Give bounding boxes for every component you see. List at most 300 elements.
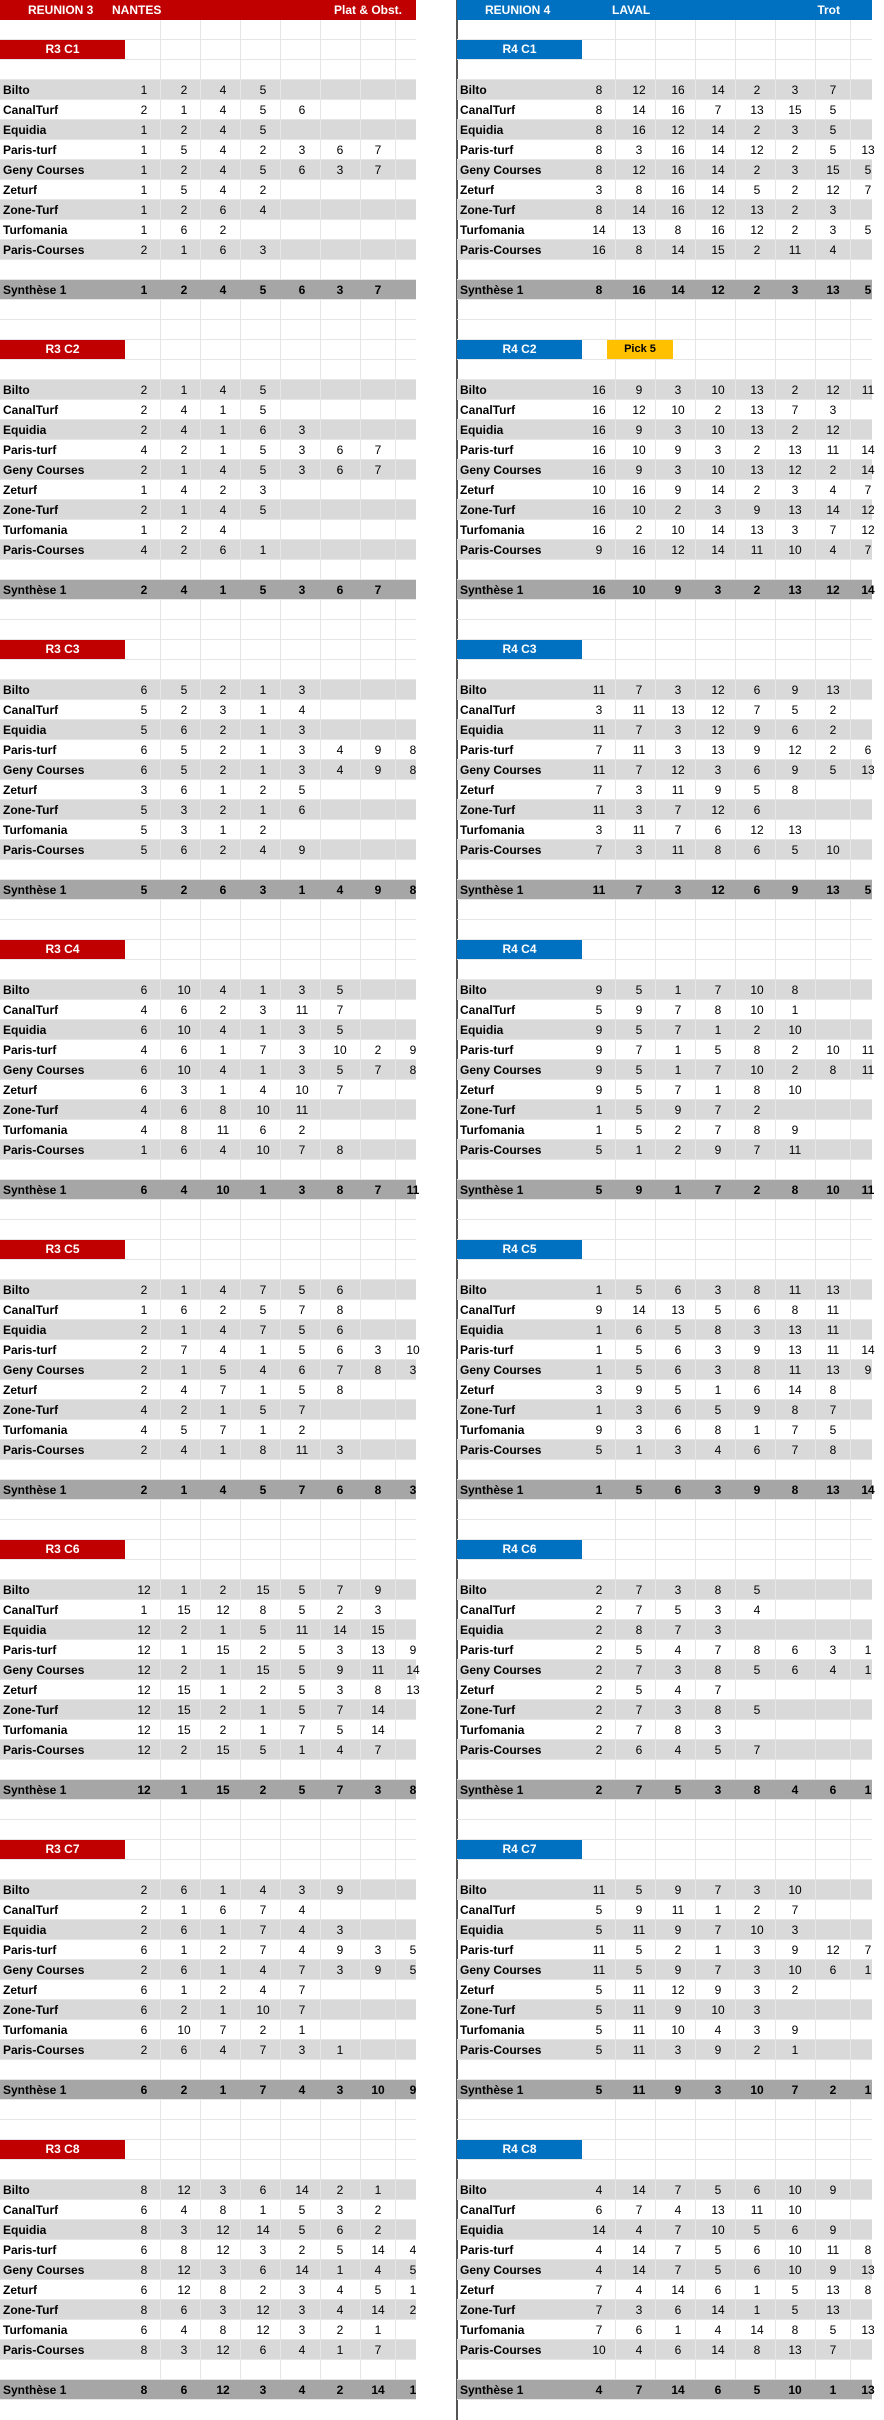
horse-number: 1 [219, 1443, 227, 1457]
grid-line [775, 1960, 776, 1979]
grid-line [815, 1600, 816, 1619]
table-row [457, 1400, 872, 1420]
grid-line [280, 220, 281, 239]
horse-number: 2 [298, 1123, 306, 1137]
grid-line [200, 2240, 201, 2259]
grid-line [815, 1500, 816, 1519]
grid-line [695, 1540, 696, 1559]
grid-line [695, 480, 696, 499]
grid-line [815, 40, 816, 59]
grid-line [735, 500, 736, 519]
grid-line [280, 1320, 281, 1339]
race-label[interactable]: R4 C2 [457, 340, 582, 359]
horse-number: 5 [259, 1743, 267, 1757]
blank-row [0, 60, 416, 80]
horse-number: 7 [259, 1923, 267, 1937]
grid-line [240, 1460, 241, 1479]
source-label: Turfomania [460, 523, 525, 537]
horse-number: 14 [711, 83, 725, 97]
grid-line [280, 120, 281, 139]
grid-line [360, 1920, 361, 1939]
grid-line [695, 940, 696, 959]
grid-line [735, 60, 736, 79]
grid-line [395, 720, 396, 739]
grid-line [360, 100, 361, 119]
synthesis-number: 4 [180, 583, 188, 597]
horse-number: 11 [216, 1123, 230, 1137]
horse-number: 9 [791, 1943, 799, 1957]
table-row [0, 1360, 416, 1380]
horse-number: 3 [409, 1363, 417, 1377]
grid-line [240, 2220, 241, 2239]
grid-line [695, 820, 696, 839]
horse-number: 1 [753, 2303, 761, 2317]
race-label[interactable]: R4 C5 [457, 1240, 582, 1259]
grid-line [775, 1120, 776, 1139]
horse-number: 5 [259, 123, 267, 137]
blank-row [0, 360, 416, 380]
race-label[interactable]: R3 C7 [0, 1840, 125, 1859]
grid-line [240, 300, 241, 319]
source-label: Paris-Courses [3, 1743, 85, 1757]
grid-line [160, 1980, 161, 1999]
horse-number: 13 [826, 2303, 840, 2317]
grid-line [695, 2300, 696, 2319]
grid-line [360, 1760, 361, 1779]
grid-line [160, 1020, 161, 1039]
table-row [457, 540, 872, 560]
horse-number: 6 [140, 1983, 148, 1997]
synthesis-number: 12 [711, 883, 725, 897]
grid-line [200, 1000, 201, 1019]
grid-line [815, 200, 816, 219]
grid-line [655, 1520, 656, 1539]
grid-line [240, 600, 241, 619]
grid-line [320, 1720, 321, 1739]
horse-number: 9 [374, 743, 382, 757]
horse-number: 6 [259, 2263, 267, 2277]
grid-line [815, 2060, 816, 2079]
race-label[interactable]: R3 C2 [0, 340, 125, 359]
blank-row [0, 1760, 416, 1780]
grid-line [280, 1140, 281, 1159]
grid-line [360, 1660, 361, 1679]
grid-line [240, 1220, 241, 1239]
grid-line [200, 760, 201, 779]
grid-line [360, 940, 361, 959]
grid-line [280, 1900, 281, 1919]
synthesis-number: 7 [374, 283, 382, 297]
synthesis-number: 4 [595, 2383, 603, 2397]
grid-line [850, 2060, 851, 2079]
horse-number: 1 [791, 1003, 799, 1017]
grid-line [850, 1700, 851, 1719]
grid-line [850, 860, 851, 879]
grid-line [395, 660, 396, 679]
grid-line [815, 1840, 816, 1859]
synthesis-number: 3 [298, 1183, 306, 1197]
horse-number: 12 [826, 423, 840, 437]
grid-line [655, 1240, 656, 1259]
grid-line [655, 640, 656, 659]
race-label[interactable]: R4 C1 [457, 40, 582, 59]
horse-number: 6 [336, 143, 344, 157]
grid-line [360, 660, 361, 679]
grid-line [735, 1800, 736, 1819]
grid-line [395, 1160, 396, 1179]
grid-line [775, 2100, 776, 2119]
grid-line [815, 560, 816, 579]
grid-line [695, 1460, 696, 1479]
grid-line [615, 1680, 616, 1699]
race-label[interactable]: R3 C5 [0, 1240, 125, 1259]
horse-number: 1 [259, 1063, 267, 1077]
grid-line [655, 1500, 656, 1519]
horse-number: 6 [298, 803, 306, 817]
grid-line [160, 700, 161, 719]
source-label: Turfomania [3, 2023, 68, 2037]
grid-line [360, 400, 361, 419]
grid-line [160, 180, 161, 199]
grid-line [240, 1300, 241, 1319]
grid-line [160, 400, 161, 419]
horse-number: 2 [595, 1643, 603, 1657]
synthesis-label: Synthèse 1 [3, 583, 67, 597]
horse-number: 3 [259, 243, 267, 257]
horse-number: 3 [635, 2303, 643, 2317]
source-label: CanalTurf [460, 103, 516, 117]
horse-number: 1 [595, 1403, 603, 1417]
horse-number: 11 [861, 383, 875, 397]
grid-line [200, 180, 201, 199]
grid-line [240, 440, 241, 459]
horse-number: 1 [219, 1043, 227, 1057]
blank-row [457, 620, 872, 640]
grid-line [395, 220, 396, 239]
horse-number: 11 [826, 443, 840, 457]
grid-line [615, 820, 616, 839]
horse-number: 6 [140, 1023, 148, 1037]
grid-line [695, 1900, 696, 1919]
race-label[interactable]: R3 C4 [0, 940, 125, 959]
grid-line [615, 560, 616, 579]
grid-line [320, 760, 321, 779]
table-row [0, 840, 416, 860]
grid-line [320, 1540, 321, 1559]
grid-line [395, 1980, 396, 1999]
grid-line [735, 2060, 736, 2079]
horse-number: 4 [219, 1143, 227, 1157]
grid-line [815, 540, 816, 559]
race-label[interactable]: R4 C7 [457, 1840, 582, 1859]
horse-number: 5 [714, 2183, 722, 2197]
horse-number: 1 [180, 1323, 188, 1337]
table-row [0, 1600, 416, 1620]
horse-number: 2 [140, 403, 148, 417]
grid-line [615, 420, 616, 439]
race-label[interactable]: R4 C8 [457, 2140, 582, 2159]
horse-number: 5 [791, 843, 799, 857]
grid-line [200, 900, 201, 919]
grid-line [850, 1720, 851, 1739]
grid-line [775, 20, 776, 39]
grid-line [280, 1660, 281, 1679]
grid-line [850, 1940, 851, 1959]
horse-number: 5 [298, 1663, 306, 1677]
blank-row [0, 20, 416, 40]
grid-line [160, 1860, 161, 1879]
horse-number: 6 [140, 763, 148, 777]
grid-line [735, 1460, 736, 1479]
synthesis-number: 8 [595, 283, 603, 297]
horse-number: 5 [635, 1343, 643, 1357]
source-label: Paris-Courses [3, 1443, 85, 1457]
grid-line [735, 1160, 736, 1179]
source-label: Geny Courses [3, 2263, 85, 2277]
grid-line [615, 360, 616, 379]
synthesis-label: Synthèse 1 [460, 1183, 524, 1197]
horse-number: 6 [180, 1923, 188, 1937]
grid-line [200, 200, 201, 219]
horse-number: 10 [256, 1143, 270, 1157]
grid-line [735, 960, 736, 979]
grid-line [655, 80, 656, 99]
horse-number: 5 [336, 983, 344, 997]
horse-number: 5 [753, 183, 761, 197]
grid-line [395, 1240, 396, 1259]
grid-line [775, 1460, 776, 1479]
horse-number: 6 [298, 163, 306, 177]
blank-row [0, 260, 416, 280]
grid-line [320, 980, 321, 999]
horse-number: 6 [180, 1103, 188, 1117]
grid-line [775, 1660, 776, 1679]
grid-line [615, 720, 616, 739]
grid-line [200, 860, 201, 879]
grid-line [850, 440, 851, 459]
grid-line [735, 1740, 736, 1759]
grid-line [320, 400, 321, 419]
race-label[interactable]: R3 C3 [0, 640, 125, 659]
horse-number: 14 [826, 503, 840, 517]
grid-line [735, 1580, 736, 1599]
horse-number: 2 [829, 463, 837, 477]
synthesis-number: 2 [259, 1783, 267, 1797]
horse-number: 1 [595, 1363, 603, 1377]
grid-line [240, 1040, 241, 1059]
grid-line [395, 740, 396, 759]
horse-number: 1 [259, 2203, 267, 2217]
grid-line [240, 1800, 241, 1819]
grid-line [360, 2140, 361, 2159]
horse-number: 7 [674, 803, 682, 817]
horse-number: 3 [595, 1383, 603, 1397]
source-label: Paris-turf [3, 1643, 57, 1657]
horse-number: 5 [180, 1423, 188, 1437]
grid-line [850, 1820, 851, 1839]
grid-line [395, 2280, 396, 2299]
horse-number: 8 [791, 983, 799, 997]
grid-line [320, 1940, 321, 1959]
grid-line [240, 1980, 241, 1999]
horse-number: 14 [592, 2223, 606, 2237]
source-label: CanalTurf [3, 403, 59, 417]
table-row [457, 680, 872, 700]
horse-number: 5 [635, 1963, 643, 1977]
horse-number: 8 [140, 2303, 148, 2317]
grid-line [775, 1900, 776, 1919]
grid-line [815, 1040, 816, 1059]
grid-line [655, 1680, 656, 1699]
grid-line [280, 140, 281, 159]
horse-number: 8 [714, 1003, 722, 1017]
grid-line [200, 1660, 201, 1679]
grid-line [655, 440, 656, 459]
synthesis-label: Synthèse 1 [3, 883, 67, 897]
grid-line [280, 180, 281, 199]
grid-line [200, 2120, 201, 2139]
horse-number: 11 [592, 763, 606, 777]
table-row [0, 760, 416, 780]
race-header-row [0, 640, 416, 660]
horse-number: 2 [259, 823, 267, 837]
horse-number: 9 [336, 1663, 344, 1677]
grid-line [240, 2320, 241, 2339]
table-row [457, 1140, 872, 1160]
grid-line [160, 2340, 161, 2359]
grid-line [320, 1660, 321, 1679]
horse-number: 9 [635, 1383, 643, 1397]
horse-number: 3 [829, 1643, 837, 1657]
horse-number: 5 [259, 383, 267, 397]
grid-line [850, 240, 851, 259]
synthesis-number: 5 [259, 1483, 267, 1497]
horse-number: 8 [791, 2323, 799, 2337]
grid-line [695, 1940, 696, 1959]
grid-line [735, 700, 736, 719]
horse-number: 3 [298, 743, 306, 757]
horse-number: 3 [298, 2043, 306, 2057]
synthesis-number: 1 [259, 1183, 267, 1197]
horse-number: 2 [595, 1603, 603, 1617]
table-row [0, 520, 416, 540]
horse-number: 10 [177, 1023, 191, 1037]
race-label[interactable]: R3 C6 [0, 1540, 125, 1559]
grid-line [775, 1360, 776, 1379]
grid-line [815, 440, 816, 459]
grid-line [775, 380, 776, 399]
horse-number: 7 [674, 2263, 682, 2277]
grid-line [280, 560, 281, 579]
grid-line [280, 2040, 281, 2059]
race-header-row [457, 640, 872, 660]
grid-line [655, 900, 656, 919]
grid-line [280, 1200, 281, 1219]
grid-line [850, 160, 851, 179]
grid-line [850, 1020, 851, 1039]
grid-line [280, 1260, 281, 1279]
horse-number: 6 [259, 423, 267, 437]
horse-number: 6 [753, 2243, 761, 2257]
grid-line [240, 1820, 241, 1839]
grid-line [320, 120, 321, 139]
grid-line [160, 1680, 161, 1699]
grid-line [815, 1460, 816, 1479]
grid-line [280, 1640, 281, 1659]
grid-line [395, 60, 396, 79]
grid-line [815, 100, 816, 119]
grid-line [695, 1140, 696, 1159]
grid-line [695, 140, 696, 159]
grid-line [240, 1160, 241, 1179]
horse-number: 2 [595, 1743, 603, 1757]
grid-line [655, 200, 656, 219]
grid-line [850, 980, 851, 999]
grid-line [850, 700, 851, 719]
grid-line [360, 1460, 361, 1479]
table-row [0, 1960, 416, 1980]
table-row [457, 1720, 872, 1740]
horse-number: 2 [219, 1983, 227, 1997]
horse-number: 4 [140, 1003, 148, 1017]
horse-number: 7 [219, 2023, 227, 2037]
grid-line [360, 1260, 361, 1279]
horse-number: 2 [180, 123, 188, 137]
grid-line [775, 1920, 776, 1939]
horse-number: 5 [259, 83, 267, 97]
grid-line [395, 200, 396, 219]
race-label[interactable]: R3 C8 [0, 2140, 125, 2159]
race-label[interactable]: R4 C3 [457, 640, 582, 659]
grid-line [815, 640, 816, 659]
grid-line [775, 260, 776, 279]
race-label[interactable]: R4 C6 [457, 1540, 582, 1559]
grid-line [655, 160, 656, 179]
source-label: Equidia [3, 1323, 47, 1337]
synthesis-number: 13 [826, 283, 840, 297]
source-label: Zeturf [3, 1983, 37, 1997]
source-label: Paris-turf [3, 1343, 57, 1357]
grid-line [695, 160, 696, 179]
grid-line [775, 1260, 776, 1279]
grid-line [200, 1700, 201, 1719]
horse-number: 2 [180, 1623, 188, 1637]
grid-line [160, 600, 161, 619]
horse-number: 5 [864, 223, 872, 237]
source-label: Geny Courses [3, 1663, 85, 1677]
horse-number: 2 [180, 523, 188, 537]
grid-line [815, 1820, 816, 1839]
horse-number: 16 [592, 443, 606, 457]
grid-line [735, 620, 736, 639]
grid-line [240, 500, 241, 519]
horse-number: 8 [259, 1443, 267, 1457]
grid-line [320, 680, 321, 699]
horse-number: 9 [336, 1883, 344, 1897]
grid-line [240, 800, 241, 819]
grid-line [360, 480, 361, 499]
horse-number: 7 [635, 1723, 643, 1737]
grid-line [815, 740, 816, 759]
race-label[interactable]: R4 C4 [457, 940, 582, 959]
race-label[interactable]: R3 C1 [0, 40, 125, 59]
grid-line [280, 1220, 281, 1239]
horse-number: 8 [714, 1703, 722, 1717]
source-label: Paris-Courses [3, 2343, 85, 2357]
horse-number: 5 [140, 823, 148, 837]
synthesis-number: 13 [788, 583, 802, 597]
grid-line [615, 1240, 616, 1259]
